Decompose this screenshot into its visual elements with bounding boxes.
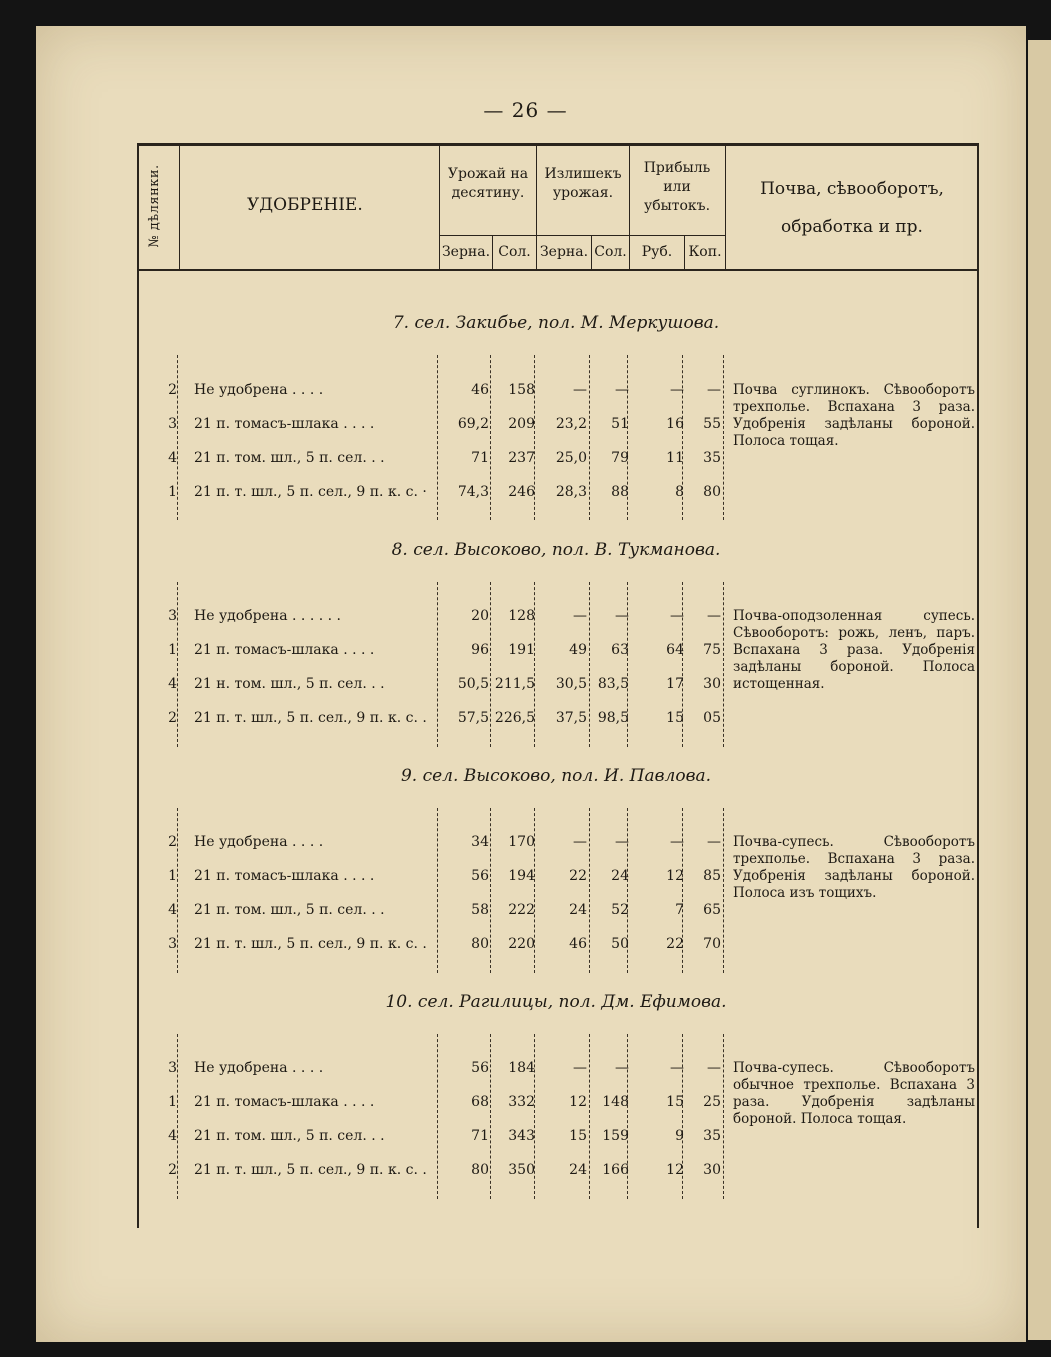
surplus-grain: 12 bbox=[569, 1094, 587, 1110]
yield-grain: 58 bbox=[471, 902, 489, 918]
header-subrule bbox=[439, 235, 725, 236]
fertilizer: 21 п. т. шл., 5 п. сел., 9 п. к. с. · bbox=[194, 484, 427, 500]
yield-straw: 170 bbox=[508, 834, 535, 850]
fertilizer: 21 п. т. шл., 5 п. сел., 9 п. к. с. . bbox=[194, 1162, 427, 1178]
header-subdivider bbox=[684, 235, 685, 269]
subheader-kopecks: Коп. bbox=[688, 244, 722, 260]
table-row bbox=[137, 936, 975, 958]
soil-header-line2: обработка и пр. bbox=[781, 217, 923, 237]
surplus-straw: — bbox=[615, 1060, 629, 1076]
profit-header: Прибыль или убытокъ. bbox=[643, 160, 711, 214]
surplus-straw: 52 bbox=[611, 902, 629, 918]
profit-kopecks: 80 bbox=[703, 484, 721, 500]
profit-rubles: — bbox=[670, 608, 684, 624]
profit-rubles: 11 bbox=[666, 450, 684, 466]
header-divider bbox=[439, 143, 440, 269]
adjacent-page-edge bbox=[1028, 40, 1051, 1340]
yield-grain: 96 bbox=[471, 642, 489, 658]
yield-grain: 74,3 bbox=[457, 484, 489, 500]
fertilizer: 21 п. томасъ-шлака . . . . bbox=[194, 1094, 375, 1110]
table-row bbox=[137, 1128, 975, 1150]
profit-rubles: 64 bbox=[666, 642, 684, 658]
profit-rubles: 16 bbox=[666, 416, 684, 432]
profit-kopecks: 35 bbox=[703, 1128, 721, 1144]
surplus-grain: 46 bbox=[569, 936, 587, 952]
plot-number: 3 bbox=[168, 936, 177, 952]
yield-grain: 57,5 bbox=[457, 710, 489, 726]
surplus-straw: — bbox=[615, 608, 629, 624]
subheader-grain: Зерна. bbox=[539, 244, 589, 260]
yield-straw: 237 bbox=[508, 450, 535, 466]
yield-straw: 158 bbox=[508, 382, 535, 398]
profit-kopecks: 65 bbox=[703, 902, 721, 918]
fertilizer: 21 п. томасъ-шлака . . . . bbox=[194, 416, 375, 432]
yield-straw: 226,5 bbox=[494, 710, 535, 726]
surplus-grain: 49 bbox=[569, 642, 587, 658]
table-row bbox=[137, 1162, 975, 1184]
surplus-straw: 88 bbox=[611, 484, 629, 500]
table-row bbox=[137, 450, 975, 472]
profit-kopecks: 30 bbox=[703, 1162, 721, 1178]
profit-rubles: — bbox=[670, 834, 684, 850]
yield-grain: 50,5 bbox=[457, 676, 489, 692]
yield-straw: 220 bbox=[508, 936, 535, 952]
profit-kopecks: 85 bbox=[703, 868, 721, 884]
soil-header-line1: Почва, сѣвооборотъ, bbox=[760, 179, 944, 199]
yield-grain: 69,2 bbox=[457, 416, 489, 432]
soil-note: Почва-оподзоленная супесь. Сѣвооборотъ: рожь, ленъ, паръ. Вспахана 3 раза. Удобренія задѣланы бороной. Полоса истощенная. bbox=[733, 608, 975, 692]
profit-rubles: 17 bbox=[666, 676, 684, 692]
fertilizer: 21 п. том. шл., 5 п. сел. . . bbox=[194, 902, 385, 918]
surplus-grain: 25,0 bbox=[555, 450, 587, 466]
yield-straw: 191 bbox=[508, 642, 535, 658]
yield-grain: 56 bbox=[471, 868, 489, 884]
surplus-straw: 63 bbox=[611, 642, 629, 658]
header-divider bbox=[629, 143, 630, 269]
header-top-rule bbox=[139, 143, 977, 146]
subheader-grain: Зерна. bbox=[441, 244, 491, 260]
plot-number: 4 bbox=[168, 902, 177, 918]
fertilizer: 21 п. т. шл., 5 п. сел., 9 п. к. с. . bbox=[194, 936, 427, 952]
surplus-grain: 22 bbox=[569, 868, 587, 884]
surplus-grain: — bbox=[573, 382, 587, 398]
plot-number: 2 bbox=[168, 834, 177, 850]
profit-rubles: — bbox=[670, 1060, 684, 1076]
profit-rubles: 7 bbox=[675, 902, 684, 918]
profit-kopecks: 25 bbox=[703, 1094, 721, 1110]
profit-rubles: 22 bbox=[666, 936, 684, 952]
header-bottom-rule bbox=[139, 269, 977, 271]
yield-straw: 350 bbox=[508, 1162, 535, 1178]
plot-number: 4 bbox=[168, 676, 177, 692]
yield-grain: 71 bbox=[471, 450, 489, 466]
profit-kopecks: 75 bbox=[703, 642, 721, 658]
plot-number: 4 bbox=[168, 450, 177, 466]
yield-straw: 246 bbox=[508, 484, 535, 500]
yield-grain: 68 bbox=[471, 1094, 489, 1110]
yield-header: Урожай на десятину. bbox=[447, 166, 529, 201]
plot-number: 3 bbox=[168, 416, 177, 432]
section-title: 7. сел. Закибье, пол. М. Меркушова. bbox=[392, 313, 720, 333]
plot-number: 1 bbox=[168, 1094, 177, 1110]
surplus-grain: 37,5 bbox=[555, 710, 587, 726]
surplus-straw: 166 bbox=[602, 1162, 629, 1178]
plot-number: 3 bbox=[168, 1060, 177, 1076]
yield-straw: 128 bbox=[508, 608, 535, 624]
yield-grain: 46 bbox=[471, 382, 489, 398]
surplus-straw: 159 bbox=[602, 1128, 629, 1144]
profit-rubles: 12 bbox=[666, 868, 684, 884]
soil-note: Почва-супесь. Сѣвооборотъ трехполье. Вспахана 3 раза. Удобренія задѣланы бороной. Полоса изъ тощихъ. bbox=[733, 834, 975, 901]
surplus-grain: 30,5 bbox=[555, 676, 587, 692]
yield-grain: 34 bbox=[471, 834, 489, 850]
yield-straw: 211,5 bbox=[494, 676, 535, 692]
header-divider bbox=[725, 143, 726, 269]
surplus-grain: 24 bbox=[569, 902, 587, 918]
plot-number: 3 bbox=[168, 608, 177, 624]
fertilizer-header: УДОБРЕНІЕ. bbox=[247, 195, 363, 215]
fertilizer: Не удобрена . . . . . . bbox=[194, 608, 341, 624]
subheader-straw: Сол. bbox=[498, 244, 531, 260]
profit-kopecks: 30 bbox=[703, 676, 721, 692]
section-title: 9. сел. Высоково, пол. И. Павлова. bbox=[400, 766, 712, 786]
profit-kopecks: — bbox=[707, 834, 721, 850]
soil-note: Почва суглинокъ. Сѣвооборотъ трехполье. Вспахана 3 раза. Удобренія задѣланы бороной. Полоса тощая. bbox=[733, 382, 975, 449]
surplus-straw: 50 bbox=[611, 936, 629, 952]
yield-grain: 80 bbox=[471, 1162, 489, 1178]
profit-rubles: 9 bbox=[675, 1128, 684, 1144]
yield-straw: 209 bbox=[508, 416, 535, 432]
plot-number: 1 bbox=[168, 484, 177, 500]
section-title: 8. сел. Высоково, пол. В. Тукманова. bbox=[391, 540, 721, 560]
table-row bbox=[137, 484, 975, 506]
header-divider bbox=[179, 143, 180, 269]
surplus-grain: 23,2 bbox=[555, 416, 587, 432]
yield-straw: 343 bbox=[508, 1128, 535, 1144]
surplus-straw: 79 bbox=[611, 450, 629, 466]
fertilizer: 21 п. том. шл., 5 п. сел. . . bbox=[194, 1128, 385, 1144]
header-subdivider bbox=[492, 235, 493, 269]
header-subdivider bbox=[591, 235, 592, 269]
fertilizer: 21 п. томасъ-шлака . . . . bbox=[194, 868, 375, 884]
surplus-straw: 51 bbox=[611, 416, 629, 432]
table-row bbox=[137, 710, 975, 732]
yield-grain: 56 bbox=[471, 1060, 489, 1076]
plot-number: 2 bbox=[168, 382, 177, 398]
surplus-grain: — bbox=[573, 608, 587, 624]
surplus-grain: — bbox=[573, 834, 587, 850]
subheader-straw: Сол. bbox=[594, 244, 627, 260]
surplus-grain: 28,3 bbox=[555, 484, 587, 500]
yield-straw: 194 bbox=[508, 868, 535, 884]
soil-note: Почва-супесь. Сѣвооборотъ обычное трехполье. Вспахана 3 раза. Удобренія задѣланы бороной. Полоса тощая. bbox=[733, 1060, 975, 1127]
page-number: — 26 — bbox=[483, 98, 568, 122]
profit-rubles: 15 bbox=[666, 1094, 684, 1110]
plot-number: 2 bbox=[168, 1162, 177, 1178]
surplus-grain: 15 bbox=[569, 1128, 587, 1144]
fertilizer: 21 н. том. шл., 5 п. сел. . . bbox=[194, 676, 385, 692]
profit-kopecks: 35 bbox=[703, 450, 721, 466]
fertilizer: 21 п. том. шл., 5 п. сел. . . bbox=[194, 450, 385, 466]
yield-grain: 71 bbox=[471, 1128, 489, 1144]
surplus-grain: — bbox=[573, 1060, 587, 1076]
yield-straw: 184 bbox=[508, 1060, 535, 1076]
yield-grain: 80 bbox=[471, 936, 489, 952]
profit-kopecks: — bbox=[707, 382, 721, 398]
profit-rubles: 12 bbox=[666, 1162, 684, 1178]
plot-number: 2 bbox=[168, 710, 177, 726]
plot-number: 4 bbox=[168, 1128, 177, 1144]
section-title: 10. сел. Рагилицы, пол. Дм. Ефимова. bbox=[385, 992, 727, 1012]
profit-rubles: 15 bbox=[666, 710, 684, 726]
fertilizer: Не удобрена . . . . bbox=[194, 1060, 324, 1076]
surplus-straw: 24 bbox=[611, 868, 629, 884]
surplus-straw: 98,5 bbox=[597, 710, 629, 726]
header-divider bbox=[536, 143, 537, 269]
profit-rubles: — bbox=[670, 382, 684, 398]
yield-grain: 20 bbox=[471, 608, 489, 624]
profit-kopecks: 70 bbox=[703, 936, 721, 952]
fertilizer: Не удобрена . . . . bbox=[194, 382, 324, 398]
surplus-straw: 148 bbox=[602, 1094, 629, 1110]
surplus-header: Излишекъ урожая. bbox=[544, 166, 622, 201]
profit-kopecks: — bbox=[707, 608, 721, 624]
fertilizer: 21 п. томасъ-шлака . . . . bbox=[194, 642, 375, 658]
plot-number-header: № дѣлянки. bbox=[147, 164, 162, 248]
profit-kopecks: 55 bbox=[703, 416, 721, 432]
fertilizer: 21 п. т. шл., 5 п. сел., 9 п. к. с. . bbox=[194, 710, 427, 726]
profit-kopecks: — bbox=[707, 1060, 721, 1076]
table-row bbox=[137, 902, 975, 924]
profit-kopecks: 05 bbox=[703, 710, 721, 726]
yield-straw: 332 bbox=[508, 1094, 535, 1110]
surplus-straw: — bbox=[615, 382, 629, 398]
surplus-grain: 24 bbox=[569, 1162, 587, 1178]
yield-straw: 222 bbox=[508, 902, 535, 918]
plot-number: 1 bbox=[168, 868, 177, 884]
subheader-rubles: Руб. bbox=[641, 244, 673, 260]
plot-number: 1 bbox=[168, 642, 177, 658]
profit-rubles: 8 bbox=[675, 484, 684, 500]
fertilizer: Не удобрена . . . . bbox=[194, 834, 324, 850]
surplus-straw: — bbox=[615, 834, 629, 850]
surplus-straw: 83,5 bbox=[597, 676, 629, 692]
